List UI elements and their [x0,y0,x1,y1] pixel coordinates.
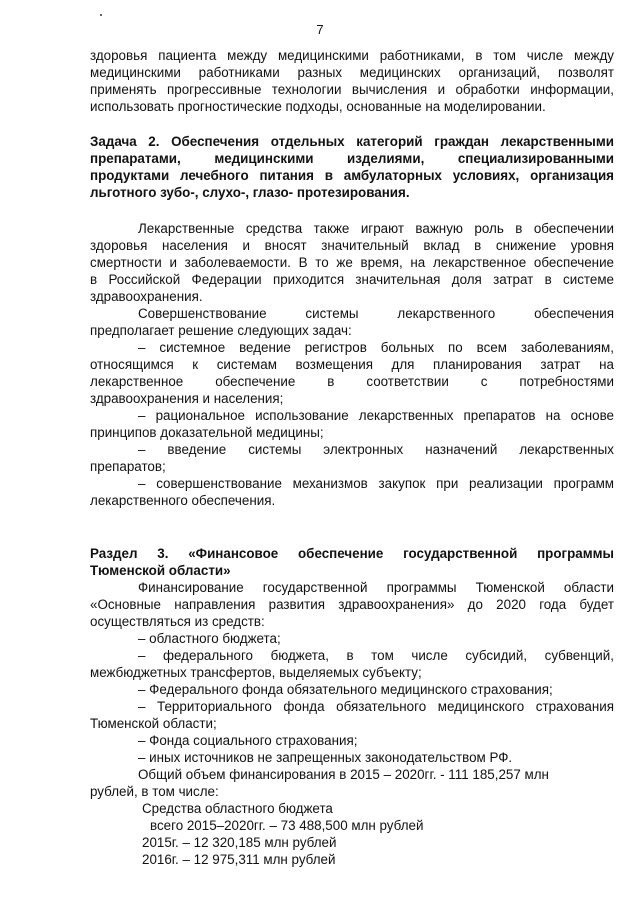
text-line: Общий объем финансирования в 2015 – 2020гг. - 111 185,257 млн [138,767,549,782]
text-line: «Основные направления развития здравоохранения» до 2020 года будет [90,597,614,612]
list-item: – совершенствование механизмов закупок при реализации программ [138,476,614,491]
budget-line: всего 2015–2020гг. – 73 488,500 млн рублей [150,818,424,833]
text-line: здравоохранения и населения; [90,391,284,406]
section-heading: Раздел 3. «Финансовое обеспечение государственной программы [90,546,614,561]
text-line: межбюджетных трансфертов, выделяемых субъекту; [90,665,422,680]
section-heading: препаратами, медицинскими изделиями, специализированными [90,151,614,166]
text-line: принципов доказательной медицины; [90,425,324,440]
list-item: – введение системы электронных назначений лекарственных [138,442,614,457]
section-heading: Задача 2. Обеспечения отдельных категорий граждан лекарственными [90,134,614,149]
text-line: препаратов; [90,459,166,474]
text-line: осуществляться из средств: [90,614,265,629]
text-line: использовать прогностические подходы, основанные на моделировании. [90,99,546,114]
text-line: Лекарственные средства также играют важную роль в обеспечении [138,221,614,236]
list-item: – Фонда социального страхования; [138,733,358,748]
section-heading: льготного зубо-, слухо-, глазо- протезирования. [90,185,410,200]
text-line: относящимся к системам возмещения для планирования затрат на [90,357,614,372]
text-line: лекарственное обеспечение в соответствии с потребностями [90,374,614,389]
section-heading: Тюменской области» [90,563,231,578]
list-item: – областного бюджета; [138,631,281,646]
text-line: здравоохранения. [90,289,203,304]
list-item: – системное ведение регистров больных по всем заболеваниям, [138,340,614,355]
list-item: – федерального бюджета, в том числе субсидий, субвенций, [138,648,614,663]
text-line: здоровья пациента между медицинскими работниками, в том числе между [90,48,614,63]
budget-line: 2015г. – 12 320,185 млн рублей [142,835,337,850]
budget-line: Средства областного бюджета [142,801,333,816]
text-line: медицинскими работниками разных медицинских организаций, позволят [90,65,614,80]
page-number: 7 [316,22,324,37]
text-line: Тюменской области; [90,716,217,731]
text-line: здоровья населения и вносят значительный вклад в снижение уровня [90,238,614,253]
list-item: – рациональное использование лекарственных препаратов на основе [138,408,614,423]
text-line: Финансирование государственной программы Тюменской области [138,580,614,595]
text-line: лекарственного обеспечения. [90,493,276,508]
text-line: применять прогрессивные технологии вычисления и обработки информации, [90,82,614,97]
text-line: Совершенствование системы лекарственного обеспечения [138,306,614,321]
scan-speck [100,14,102,16]
text-line: в Российской Федерации приходится значительная доля затрат в системе [90,272,614,287]
list-item: – Федерального фонда обязательного медицинского страхования; [138,682,553,697]
list-item: – иных источников не запрещенных законодательством РФ. [138,750,513,765]
text-line: предполагает решение следующих задач: [90,323,352,338]
text-line: смертности и заболеваемости. В то же время, на лекарственное обеспечение [90,255,614,270]
section-heading: продуктами лечебного питания в амбулаторных условиях, организация [90,168,614,183]
text-line: рублей, в том числе: [90,784,219,799]
budget-line: 2016г. – 12 975,311 млн рублей [142,852,336,867]
list-item: – Территориального фонда обязательного медицинского страхования [138,699,614,714]
